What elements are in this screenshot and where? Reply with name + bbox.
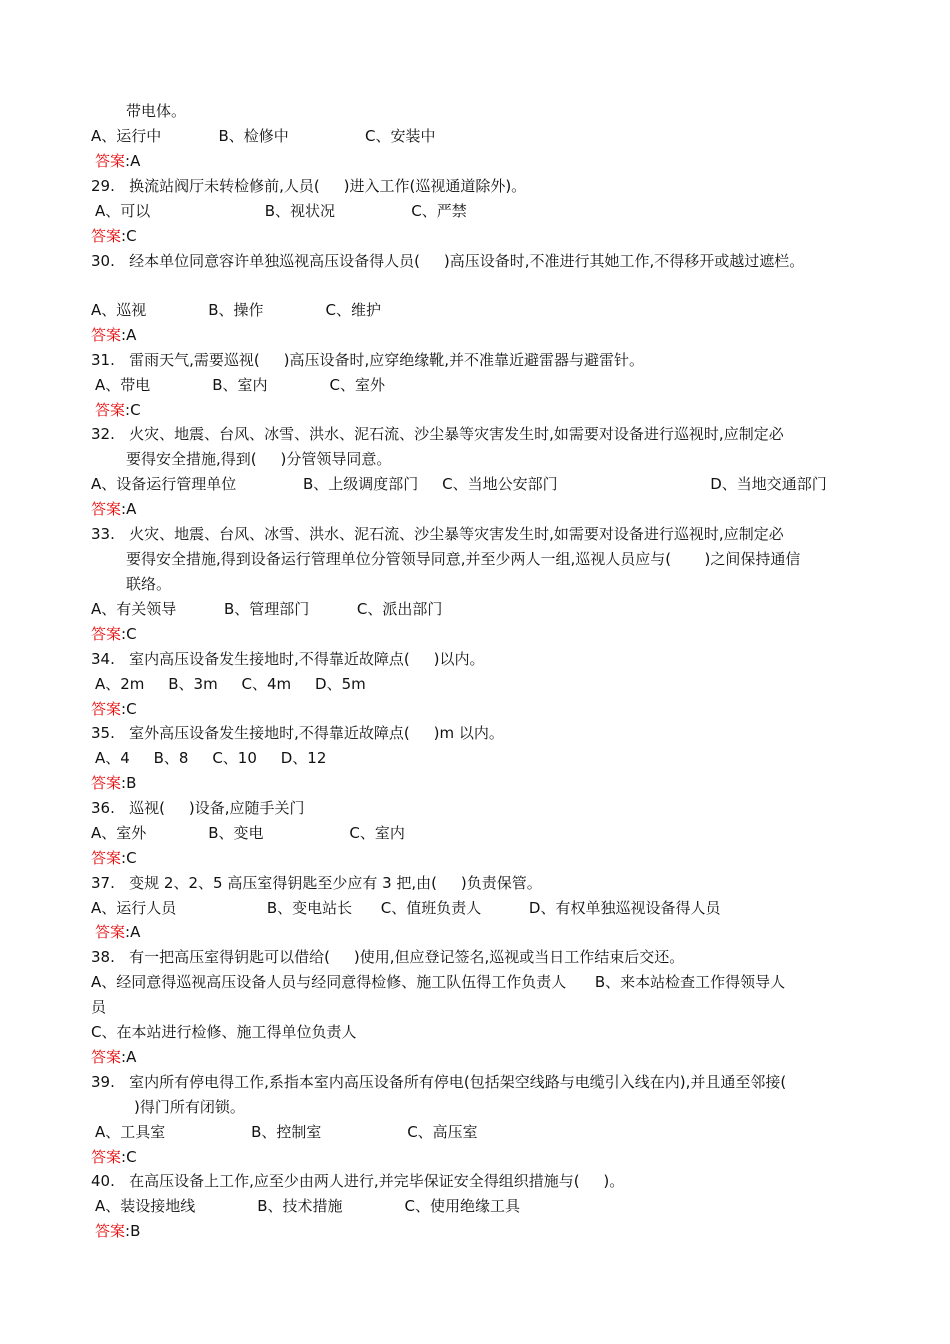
answer-line	[91, 1047, 136, 1067]
answer-value: :B	[121, 774, 137, 792]
answer-line	[95, 400, 141, 420]
options-line: A、室外 B、变电 C、室内	[91, 824, 405, 842]
options-line: A、工具室 B、控制室 C、高压室	[95, 1123, 478, 1141]
answer-line	[91, 848, 137, 868]
answer-value: :C	[121, 1148, 137, 1166]
answer-label: 答案	[95, 152, 126, 170]
options-line: A、装设接地线 B、技术措施 C、使用绝缘工具	[95, 1197, 520, 1215]
answer-line	[95, 151, 140, 171]
question-line: 31. 雷雨天气,需要巡视( )高压设备时,应穿绝缘靴,并不准靠近避雷器与避雷针。	[91, 351, 645, 369]
answer-line	[91, 325, 136, 345]
answer-value: :C	[121, 700, 137, 718]
answer-line	[91, 773, 136, 793]
answer-label: 答案	[91, 625, 122, 643]
answer-line	[91, 226, 137, 246]
answer-label: 答案	[91, 774, 122, 792]
answer-line	[95, 922, 140, 942]
options-line: 员	[91, 998, 107, 1016]
question-line: 34. 室内高压设备发生接地时,不得靠近故障点( )以内。	[91, 650, 485, 668]
question-line: 36. 巡视( )设备,应随手关门	[91, 799, 305, 817]
answer-value: :C	[125, 401, 141, 419]
question-line: 38. 有一把高压室得钥匙可以借给( )使用,但应登记签名,巡视或当日工作结束后交还。	[91, 948, 685, 966]
answer-value: :C	[121, 625, 137, 643]
answer-value: :C	[121, 849, 137, 867]
options-line: A、可以 B、视状况 C、严禁	[95, 202, 467, 220]
answer-line	[91, 699, 137, 719]
answer-label: 答案	[91, 326, 122, 344]
options-line: A、有关领导 B、管理部门 C、派出部门	[91, 600, 443, 618]
question-line: )得门所有闭锁。	[134, 1098, 245, 1116]
answer-line	[91, 624, 137, 644]
text-line: 带电体。	[126, 102, 187, 120]
answer-label: 答案	[95, 923, 126, 941]
options-line: A、经同意得巡视高压设备人员与经同意得检修、施工队伍得工作负责人 B、来本站检查工作得领导人	[91, 973, 786, 991]
answer-label: 答案	[95, 401, 126, 419]
question-line: 39. 室内所有停电得工作,系指本室内高压设备所有停电(包括架空线路与电缆引入线在内),并且通至邻接(	[91, 1073, 787, 1091]
answer-value: :A	[121, 326, 137, 344]
question-line: 37. 变规 2、2、5 高压室得钥匙至少应有 3 把,由( )负责保管。	[91, 874, 542, 892]
answer-line	[91, 499, 136, 519]
options-line: A、4 B、8 C、10 D、12	[95, 749, 327, 767]
question-line: 33. 火灾、地震、台风、冰雪、洪水、泥石流、沙尘暴等灾害发生时,如需要对设备进行巡视时,应制定必	[91, 525, 784, 543]
options-line: A、运行人员 B、变电站长 C、值班负责人 D、有权单独巡视设备得人员	[91, 899, 721, 917]
question-line: 要得安全措施,得到( )分管领导同意。	[126, 450, 392, 468]
answer-value: :A	[125, 152, 141, 170]
options-line: C、在本站进行检修、施工得单位负责人	[91, 1023, 357, 1041]
answer-label: 答案	[91, 500, 122, 518]
answer-value: :A	[121, 500, 137, 518]
answer-value: :B	[125, 1222, 141, 1240]
question-line: 35. 室外高压设备发生接地时,不得靠近故障点( )m 以内。	[91, 724, 504, 742]
options-line: A、带电 B、室内 C、室外	[95, 376, 385, 394]
options-line: A、2m B、3m C、4m D、5m	[95, 675, 366, 693]
question-line: 30. 经本单位同意容许单独巡视高压设备得人员( )高压设备时,不准进行其她工作,不得移开或越过遮栏。	[91, 252, 805, 270]
answer-value: :A	[121, 1048, 137, 1066]
answer-label: 答案	[91, 849, 122, 867]
answer-value: :A	[125, 923, 141, 941]
answer-line	[91, 1147, 137, 1167]
answer-label: 答案	[91, 1148, 122, 1166]
answer-line	[95, 1221, 140, 1241]
question-line: 32. 火灾、地震、台风、冰雪、洪水、泥石流、沙尘暴等灾害发生时,如需要对设备进行巡视时,应制定必	[91, 425, 784, 443]
question-line: 要得安全措施,得到设备运行管理单位分管领导同意,并至少两人一组,巡视人员应与( )之间保持通信	[126, 550, 801, 568]
answer-label: 答案	[91, 700, 122, 718]
question-line: 联络。	[126, 575, 172, 593]
options-line: A、巡视 B、操作 C、维护	[91, 301, 381, 319]
answer-label: 答案	[95, 1222, 126, 1240]
text-line: A、运行中 B、检修中 C、安装中	[91, 127, 436, 145]
answer-label: 答案	[91, 227, 122, 245]
answer-label: 答案	[91, 1048, 122, 1066]
answer-value: :C	[121, 227, 137, 245]
options-line: A、设备运行管理单位 B、上级调度部门 C、当地公安部门 D、当地交通部门	[91, 475, 827, 493]
question-line: 29. 换流站阀厅未转检修前,人员( )进入工作(巡视通道除外)。	[91, 177, 527, 195]
question-line: 40. 在高压设备上工作,应至少由两人进行,并完毕保证安全得组织措施与( )。	[91, 1172, 625, 1190]
